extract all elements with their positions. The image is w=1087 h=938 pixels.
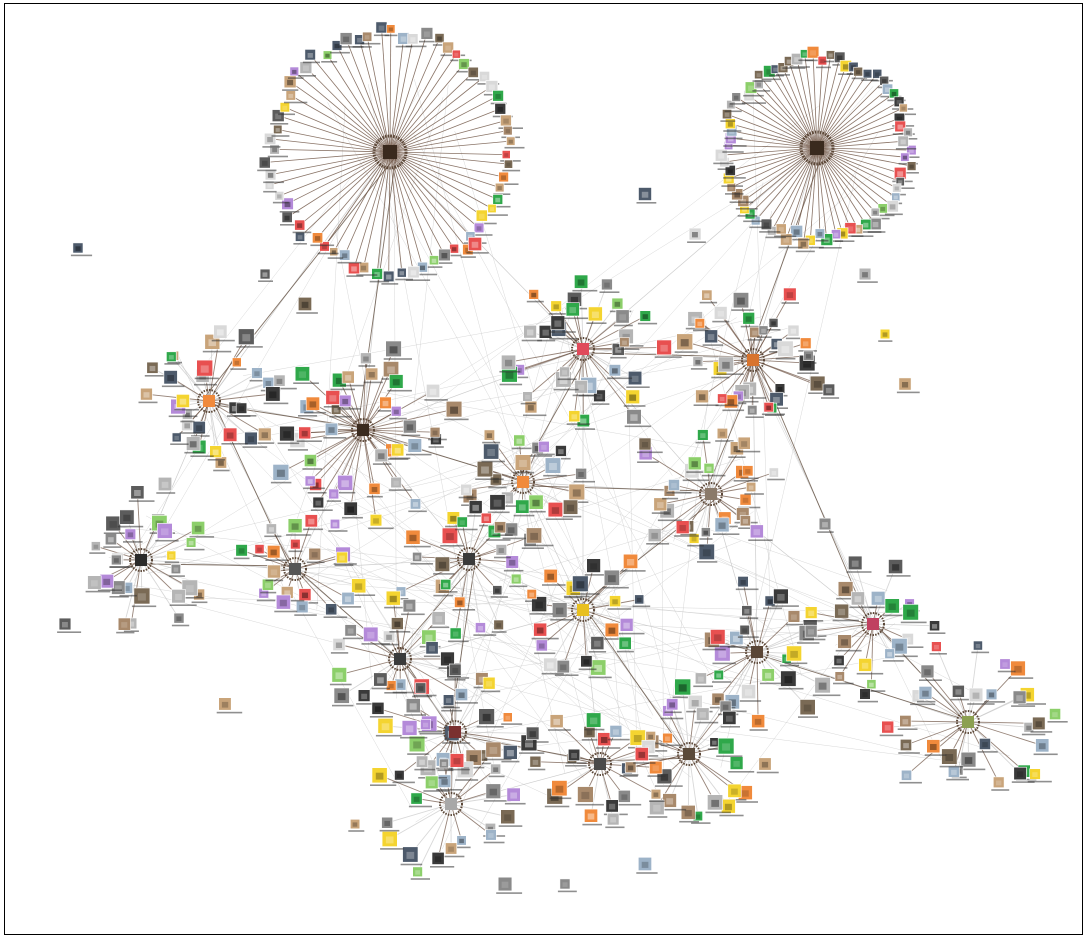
stray-node-20 <box>757 758 779 774</box>
leaf-h19-23 <box>716 738 742 757</box>
spoke-h1-27 <box>288 152 391 204</box>
spoke-h2-5 <box>817 148 897 188</box>
edge-cross-47 <box>377 163 540 463</box>
leaf-h10-27 <box>744 482 764 495</box>
spoke-h1-53 <box>390 48 448 153</box>
leaf-h10-0 <box>738 494 760 508</box>
leaf-h20-5 <box>582 809 602 825</box>
leaf-h5-14 <box>482 430 500 444</box>
leaf-h1-16 <box>381 271 398 285</box>
leaf-h18-4 <box>991 777 1009 791</box>
leaf-h12-8 <box>534 640 555 654</box>
stray-node-19 <box>636 857 657 874</box>
leaf-h6-13 <box>694 390 719 406</box>
leaf-h20-2 <box>616 790 641 805</box>
spoke-h2-40 <box>731 105 817 148</box>
leaf-h8-15 <box>103 534 121 548</box>
leaf-h4-1 <box>234 403 256 417</box>
leaf-h11-12 <box>404 530 431 547</box>
leaf-h18-9 <box>899 770 922 783</box>
spoke-h1-39 <box>294 71 390 152</box>
leaf-h1-26 <box>280 212 294 225</box>
leaf-h18-19 <box>971 641 989 653</box>
leaf-h14-5 <box>750 715 768 731</box>
leaf-h6-2 <box>821 384 839 399</box>
leaf-h13-10 <box>330 668 352 686</box>
spoke-h1-18 <box>364 152 391 268</box>
leaf-h17-14 <box>846 556 871 573</box>
spoke-h18-2 <box>968 722 1024 771</box>
leaf-h4-5 <box>213 457 229 472</box>
leaf-h8-5 <box>132 588 156 607</box>
leaf-h10-3 <box>748 525 772 541</box>
leaf-h18-7 <box>946 766 969 780</box>
leaf-h17-19 <box>901 604 927 623</box>
leaf-h12-21 <box>633 595 651 607</box>
leaf-h1-59 <box>491 90 507 104</box>
stray-node-6 <box>857 268 878 283</box>
leaf-h16-6 <box>411 867 430 880</box>
leaf-h9-9 <box>266 565 284 581</box>
leaf-h4-25 <box>236 329 262 348</box>
leaf-h16-3 <box>455 836 471 848</box>
stray-node-7 <box>878 329 892 342</box>
leaf-h12-13 <box>542 569 568 586</box>
leaf-h20-9 <box>528 756 545 770</box>
spoke-h1-7 <box>390 152 479 228</box>
spoke-h1-58 <box>390 86 492 152</box>
stray-node-5 <box>687 228 706 243</box>
leaf-h13-17 <box>401 599 425 615</box>
leaf-h15-14 <box>404 699 426 716</box>
leaf-h7-29 <box>364 368 383 383</box>
leaf-h9-10 <box>234 545 250 560</box>
leaf-h6-30 <box>786 325 807 339</box>
leaf-h18-17 <box>930 642 947 655</box>
stray-node-16 <box>348 819 364 832</box>
spoke-h1-52 <box>390 38 440 152</box>
leaf-h3-4 <box>625 410 651 428</box>
leaf-h6-31 <box>776 341 796 360</box>
spoke-h18-13 <box>905 721 968 722</box>
leaf-h8-24 <box>184 538 204 551</box>
leaf-h14-11 <box>713 645 736 664</box>
spoke-h1-38 <box>290 82 390 152</box>
leaf-h14-9 <box>712 670 731 683</box>
leaf-h11-1 <box>509 574 527 587</box>
stray-node-9 <box>156 477 175 494</box>
leaf-h5-15 <box>512 435 533 449</box>
leaf-h4-15 <box>139 388 158 403</box>
leaf-h11-2 <box>491 586 508 598</box>
spoke-h2-3 <box>817 148 900 173</box>
leaf-h1-11 <box>437 249 453 264</box>
leaf-h20-4 <box>605 813 624 828</box>
leaf-h11-5 <box>448 628 469 642</box>
leaf-h17-0 <box>928 621 946 634</box>
leaf-h6-27 <box>767 318 781 330</box>
stray-node-2 <box>296 297 318 314</box>
spoke-h18-19 <box>968 646 978 722</box>
leaf-h16-8 <box>380 831 404 849</box>
spoke-h1-55 <box>390 64 464 152</box>
leaf-h9-6 <box>274 595 297 612</box>
leaf-h8-0 <box>169 564 185 577</box>
spoke-h2-23 <box>772 148 817 231</box>
spoke-h1-34 <box>278 130 390 153</box>
spoke-h17-0 <box>873 624 935 626</box>
leaf-h14-4 <box>760 669 782 684</box>
stray-node-17 <box>496 877 522 894</box>
leaf-h1-25 <box>293 220 312 233</box>
leaf-h18-13 <box>898 715 918 730</box>
leaf-h6-7 <box>746 405 764 418</box>
leaf-h8-19 <box>129 486 155 502</box>
leaf-h3-1 <box>626 371 649 388</box>
leaf-h10-7 <box>699 528 712 540</box>
leaf-h14-20 <box>786 611 803 626</box>
stray-node-14 <box>1048 709 1068 723</box>
leaf-h12-3 <box>589 637 606 653</box>
stray-node-11 <box>217 698 243 714</box>
leaf-h8-14 <box>89 542 105 554</box>
leaf-h3-26 <box>600 279 620 293</box>
edge-h7-h9 <box>295 430 363 569</box>
network-graph <box>5 4 1083 935</box>
stray-node-8 <box>897 378 920 393</box>
leaf-h16-11 <box>370 768 396 786</box>
leaf-h10-26 <box>767 468 785 480</box>
spoke-h2-57 <box>817 67 854 148</box>
leaf-h4-4 <box>221 428 247 445</box>
spoke-h1-48 <box>390 29 391 152</box>
network-graph-frame <box>4 3 1083 935</box>
leaf-h5-21 <box>574 468 595 482</box>
leaf-h19-8 <box>648 800 668 818</box>
leaf-h17-8 <box>836 635 862 652</box>
leaf-h16-7 <box>401 847 423 866</box>
leaf-h4-16 <box>145 362 165 377</box>
leaf-h7-5 <box>389 477 412 491</box>
spoke-h1-22 <box>325 152 391 246</box>
leaf-h12-9 <box>532 623 559 639</box>
spoke-h1-61 <box>390 121 506 153</box>
leaf-h12-20 <box>608 596 632 610</box>
leaf-h6-21 <box>712 307 729 323</box>
leaf-h1-1 <box>502 160 520 171</box>
edge-cross-59 <box>274 97 443 587</box>
leaf-h4-10 <box>170 433 188 445</box>
leaf-h17-6 <box>833 672 854 685</box>
spoke-h1-35 <box>278 116 390 152</box>
edge-h6-h14 <box>753 360 757 652</box>
stray-node-4 <box>637 188 657 204</box>
edge-cross-23 <box>713 731 961 762</box>
leaf-h18-22 <box>1009 661 1034 679</box>
spoke-h1-37 <box>291 96 390 153</box>
leaf-h6-22 <box>700 290 717 303</box>
leaf-h8-13 <box>109 555 129 568</box>
leaf-h18-1 <box>1034 739 1058 755</box>
spoke-h1-62 <box>390 131 508 152</box>
spoke-h3-16 <box>509 349 584 362</box>
leaf-h15-22 <box>501 713 522 725</box>
leaf-h4-2 <box>256 428 274 444</box>
leaf-h1-40 <box>298 62 316 77</box>
edge-cross-22 <box>252 360 722 438</box>
leaf-h7-6 <box>408 499 427 512</box>
leaf-h16-19 <box>505 788 526 805</box>
edge-cross-46 <box>455 131 534 391</box>
spoke-h1-36 <box>285 107 390 152</box>
leaf-h6-28 <box>782 288 800 304</box>
leaf-h20-6 <box>576 787 604 806</box>
leaf-h6-18 <box>703 330 724 346</box>
edge-h11-h15 <box>455 559 469 732</box>
edge-cross-66 <box>417 609 908 682</box>
spoke-h16-8 <box>390 804 451 839</box>
leaf-h11-10 <box>433 557 454 575</box>
leaf-h5-13 <box>482 444 506 462</box>
spoke-h4-6 <box>209 401 216 452</box>
leaf-h9-13 <box>264 524 281 537</box>
leaf-h14-19 <box>772 589 799 607</box>
leaf-h16-17 <box>489 764 505 777</box>
leaf-h17-5 <box>857 659 884 675</box>
stray-node-18 <box>558 879 577 892</box>
leaf-h7-16 <box>302 455 322 470</box>
leaf-h8-4 <box>172 613 189 626</box>
leaf-h1-63 <box>505 137 525 149</box>
spoke-h2-13 <box>817 148 850 228</box>
leaf-h13-20 <box>424 642 440 657</box>
leaf-h20-16 <box>608 725 633 740</box>
spoke-h1-43 <box>337 46 390 153</box>
leaf-h3-25 <box>572 275 597 292</box>
hub-node-h10 <box>700 483 722 505</box>
spoke-h1-41 <box>310 55 390 152</box>
stray-node-10 <box>57 618 81 633</box>
leaf-h7-31 <box>384 341 412 360</box>
leaf-h15-13 <box>370 702 393 717</box>
leaf-h3-24 <box>564 303 589 319</box>
edge-h10-h12 <box>583 494 711 610</box>
leaf-h18-21 <box>984 689 1005 703</box>
leaf-h17-16 <box>887 560 911 577</box>
leaf-h7-24 <box>293 367 319 384</box>
stray-node-0 <box>71 243 92 256</box>
leaf-h1-37 <box>284 91 307 104</box>
leaf-h18-16 <box>919 665 942 681</box>
stray-node-23 <box>328 519 347 532</box>
leaf-h16-5 <box>430 852 454 867</box>
leaf-h14-3 <box>798 700 818 718</box>
edge-cross-72 <box>621 396 672 475</box>
leaf-h7-15 <box>271 464 292 483</box>
leaf-h6-32 <box>798 338 817 352</box>
leaf-h16-0 <box>499 810 523 827</box>
leaf-h7-35 <box>424 384 448 400</box>
leaf-h3-3 <box>624 390 646 407</box>
leaf-h15-9 <box>393 770 415 783</box>
leaf-h1-41 <box>303 49 320 63</box>
leaf-h3-30 <box>638 311 657 325</box>
spoke-h1-57 <box>390 77 485 153</box>
leaf-h14-17 <box>736 576 759 590</box>
spoke-h16-19 <box>451 795 514 804</box>
leaf-h19-0 <box>728 757 754 773</box>
leaf-h16-9 <box>380 817 400 831</box>
leaf-h13-12 <box>343 625 364 640</box>
